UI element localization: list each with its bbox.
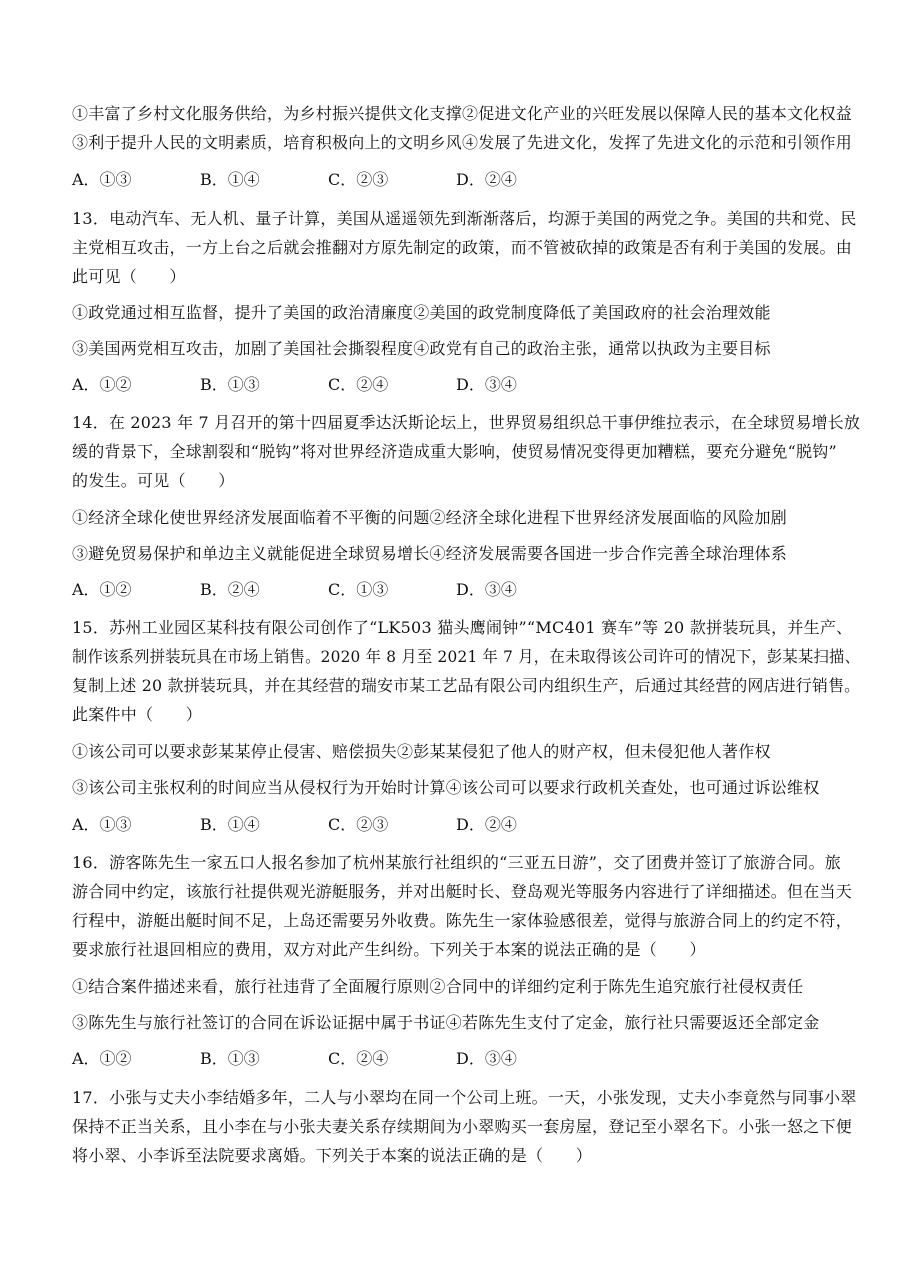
q13-answer-b[interactable]: B．①③ bbox=[200, 375, 260, 394]
q14-answer-b[interactable]: B．②④ bbox=[200, 580, 260, 599]
q13-answer-row bbox=[72, 373, 592, 397]
q16-stem-line-3: 行程中，游艇出艇时间不足，上岛还需要另外收费。陈先生一家体验感很差，觉得与旅游合同上的约定不符， bbox=[72, 911, 853, 930]
q15-stem-line-1: 15．苏州工业园区某科技有限公司创作了“LK503 猫头鹰闹钟”“MC401 赛车”等 20 款拼装玩具，并生产、 bbox=[72, 618, 853, 637]
q16-option-line-2: ③陈先生与旅行社签订的合同在诉讼证据中属于书证④若陈先生支付了定金，旅行社只需要返还全部定金 bbox=[72, 1013, 820, 1032]
q15-option-line-1: ①该公司可以要求彭某某停止侵害、赔偿损失②彭某某侵犯了他人的财产权，但未侵犯他人著作权 bbox=[72, 742, 771, 761]
q16-stem-line-1: 16．游客陈先生一家五口人报名参加了杭州某旅行社组织的“三亚五日游”，交了团费并签订了旅游合同。旅 bbox=[72, 853, 841, 872]
q15-answer-d[interactable]: D．②④ bbox=[456, 815, 517, 834]
q15-stem-line-4: 此案件中（ ） bbox=[72, 705, 203, 724]
q12-answer-row bbox=[72, 168, 592, 192]
q16-answer-c[interactable]: C．②④ bbox=[328, 1049, 389, 1068]
q14-option-line-1: ①经济全球化使世界经济发展面临着不平衡的问题②经济全球化进程下世界经济发展面临的风险加剧 bbox=[72, 508, 788, 527]
q15-answer-a[interactable]: A．①③ bbox=[72, 815, 132, 834]
q12-answer-b[interactable]: B．①④ bbox=[200, 170, 260, 189]
q12-answer-a[interactable]: A．①③ bbox=[72, 170, 132, 189]
q14-answer-d[interactable]: D．③④ bbox=[456, 580, 517, 599]
q13-stem-line-3: 此可见（ ） bbox=[72, 267, 186, 286]
q14-answer-c[interactable]: C．①③ bbox=[328, 580, 389, 599]
q15-answer-c[interactable]: C．②③ bbox=[328, 815, 389, 834]
q16-stem-line-2: 游合同中约定，该旅行社提供观光游艇服务，并对出艇时长、登岛观光等服务内容进行了详细描述。但在当天 bbox=[72, 882, 853, 901]
q12-answer-d[interactable]: D．②④ bbox=[456, 170, 517, 189]
q15-stem-line-3: 复制上述 20 款拼装玩具，并在其经营的瑞安市某工艺品有限公司内组织生产，后通过其经营的网店进行销售。 bbox=[72, 676, 861, 695]
q14-stem-line-2: 缓的背景下，全球割裂和“脱钩”将对世界经济造成重大影响，使贸易情况变得更加糟糕，要充分避免“脱钩” bbox=[72, 442, 837, 461]
q16-option-line-1: ①结合案件描述来看，旅行社违背了全面履行原则②合同中的详细约定利于陈先生追究旅行社侵权责任 bbox=[72, 977, 804, 996]
q17-stem-line-1: 17．小张与丈夫小李结婚多年，二人与小翠均在同一个公司上班。一天，小张发现，丈夫小李竟然与同事小翠 bbox=[72, 1088, 857, 1107]
q14-stem-line-1: 14．在 2023 年 7 月召开的第十四届夏季达沃斯论坛上，世界贸易组织总干事伊维拉表示，在全球贸易增长放 bbox=[72, 413, 861, 432]
q16-answer-d[interactable]: D．③④ bbox=[456, 1049, 517, 1068]
q16-answer-row bbox=[72, 1047, 592, 1071]
q16-stem-line-4: 要求旅行社退回相应的费用，双方对此产生纠纷。下列关于本案的说法正确的是（ ） bbox=[72, 940, 706, 959]
q15-answer-row bbox=[72, 813, 592, 837]
q13-option-line-2: ③美国两党相互攻击，加剧了美国社会撕裂程度④政党有自己的政治主张，通常以执政为主要目标 bbox=[72, 339, 771, 358]
q13-option-line-1: ①政党通过相互监督，提升了美国的政治清廉度②美国的政党制度降低了美国政府的社会治理效能 bbox=[72, 303, 771, 322]
q17-stem-line-2: 保持不正当关系，且小李在与小张夫妻关系存续期间为小翠购买一套房屋，登记至小翠名下。小张一怒之下便 bbox=[72, 1117, 853, 1136]
q14-stem-line-3: 的发生。可见（ ） bbox=[72, 471, 235, 490]
q14-answer-row bbox=[72, 578, 592, 602]
q13-stem-line-2: 主党相互攻击，一方上台之后就会推翻对方原先制定的政策，而不管被砍掉的政策是否有利于美国的发展。由 bbox=[72, 238, 853, 257]
q16-answer-a[interactable]: A．①② bbox=[72, 1049, 132, 1068]
q13-answer-a[interactable]: A．①② bbox=[72, 375, 132, 394]
q17-stem-line-3: 将小翠、小李诉至法院要求离婚。下列关于本案的说法正确的是（ ） bbox=[72, 1146, 593, 1165]
q15-answer-b[interactable]: B．①④ bbox=[200, 815, 260, 834]
q14-option-line-2: ③避免贸易保护和单边主义就能促进全球贸易增长④经济发展需要各国进一步合作完善全球治理体系 bbox=[72, 544, 788, 563]
q12-answer-c[interactable]: C．②③ bbox=[328, 170, 389, 189]
q13-answer-d[interactable]: D．③④ bbox=[456, 375, 517, 394]
q12-option-line-2: ③利于提升人民的文明素质，培育积极向上的文明乡风④发展了先进文化，发挥了先进文化的示范和引领作用 bbox=[72, 133, 853, 152]
q12-option-line-1: ①丰富了乡村文化服务供给，为乡村振兴提供文化支撑②促进文化产业的兴旺发展以保障人民的基本文化权益 bbox=[72, 104, 853, 123]
q14-answer-a[interactable]: A．①② bbox=[72, 580, 132, 599]
q15-option-line-2: ③该公司主张权利的时间应当从侵权行为开始时计算④该公司可以要求行政机关查处，也可通过诉讼维权 bbox=[72, 778, 820, 797]
q13-answer-c[interactable]: C．②④ bbox=[328, 375, 389, 394]
q13-stem-line-1: 13．电动汽车、无人机、量子计算，美国从遥遥领先到渐渐落后，均源于美国的两党之争。美国的共和党、民 bbox=[72, 209, 857, 228]
q15-stem-line-2: 制作该系列拼装玩具在市场上销售。2020 年 8 月至 2021 年 7 月，在未取得该公司许可的情况下，彭某某扫描、 bbox=[72, 647, 861, 666]
q16-answer-b[interactable]: B．①③ bbox=[200, 1049, 260, 1068]
